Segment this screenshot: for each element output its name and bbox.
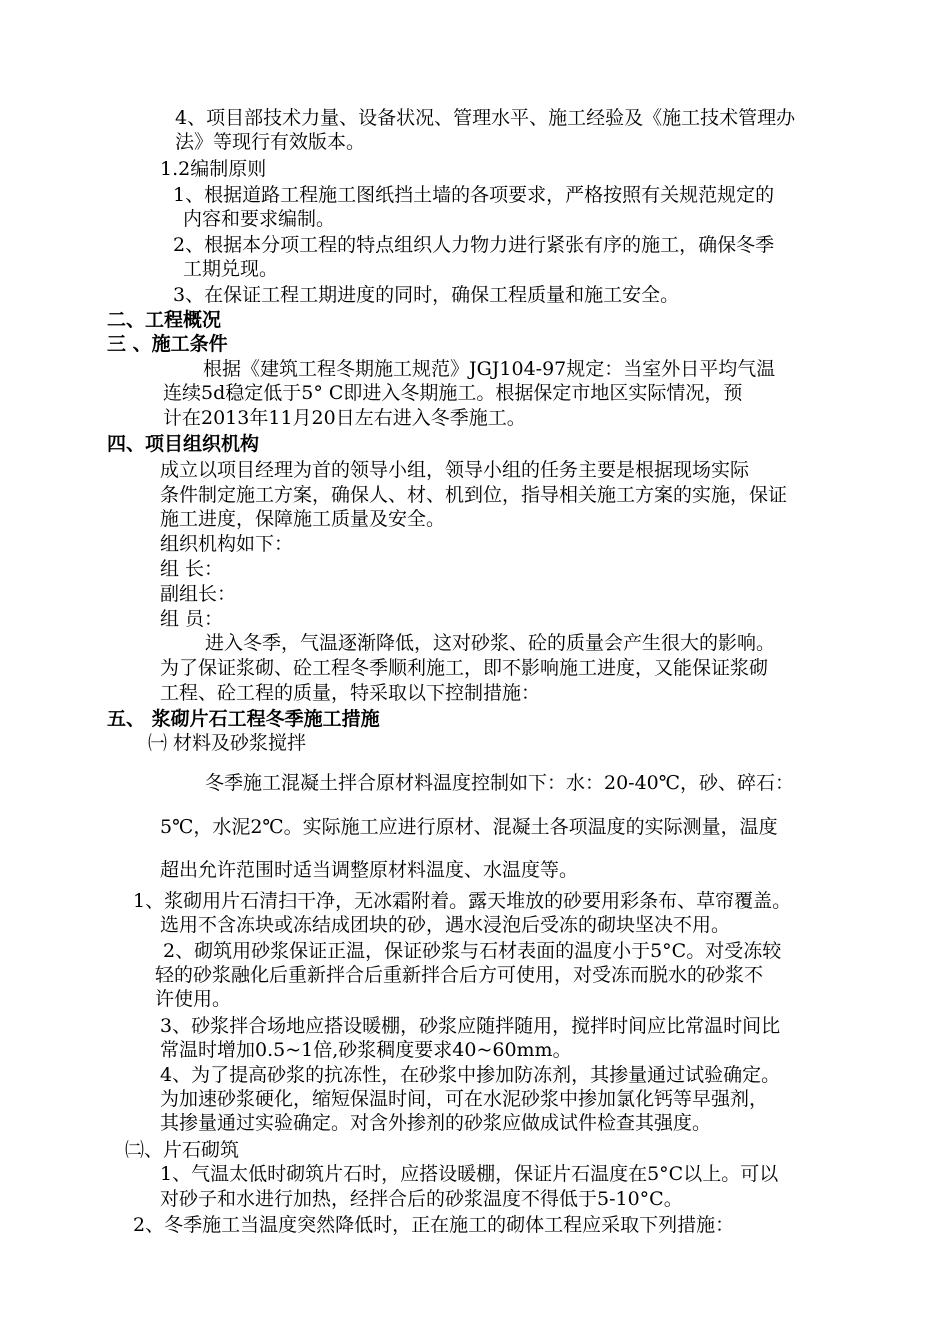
text-line: 3、在保证工程工期进度的同时，确保工程质量和施工安全。: [173, 284, 680, 306]
text-line: 组 长：: [160, 558, 224, 580]
text-line: 根据《建筑工程冬期施工规范》JGJ104-97规定：当室外日平均气温: [203, 358, 776, 380]
text-line: 冬季施工混凝土拌合原材料温度控制如下：水：20-40℃，砂、碎石：: [205, 772, 795, 794]
heading-3: 三 、施工条件: [107, 333, 228, 355]
heading-2: 二、工程概况: [107, 309, 222, 331]
text-line: 施工进度，保障施工质量及安全。: [160, 508, 446, 530]
heading-5: 五、 浆砌片石工程冬季施工措施: [107, 708, 380, 730]
subheading-stone-masonry: ㈡、片石砌筑: [125, 1139, 240, 1161]
text-line: 成立以项目经理为首的领导小组，领导小组的任务主要是根据现场实际: [160, 459, 750, 481]
text-line: 常温时增加0.5~1倍,砂浆稠度要求40~60mm。: [160, 1039, 572, 1061]
text-line: 工程、砼工程的质量，特采取以下控制措施：: [160, 682, 541, 704]
text-line: 2、砌筑用砂浆保证正温，保证砂浆与石材表面的温度小于5°C。对受冻较: [163, 940, 782, 962]
text-line: 4、项目部技术力量、设备状况、管理水平、施工经验及《施工技术管理办: [175, 107, 796, 129]
text-line: 条件制定施工方案，确保人、材、机到位，指导相关施工方案的实施，保证: [160, 484, 788, 506]
text-line: 3、砂浆拌合场地应搭设暖棚，砂浆应随拌随用，搅拌时间应比常温时间比: [160, 1015, 781, 1037]
section-heading-1-2: 1.2编制原则: [160, 158, 267, 180]
text-line: 法》等现行有效版本。: [175, 131, 366, 153]
text-line: 1、根据道路工程施工图纸挡土墙的各项要求，严格按照有关规范规定的: [173, 184, 775, 206]
text-line: 1、浆砌用片石清扫干净，无冰霜附着。露天堆放的砂要用彩条布、草帘覆盖。: [133, 890, 792, 912]
text-line: 轻的砂浆融化后重新拌合后重新拌合后方可使用，对受冻而脱水的砂浆不: [155, 964, 764, 986]
text-line: 5℃，水泥2℃。实际施工应进行原材、混凝土各项温度的实际测量，温度: [160, 816, 778, 838]
heading-4: 四、项目组织机构: [107, 433, 260, 455]
text-line: 副组长：: [160, 583, 237, 605]
text-line: 为加速砂浆硬化，缩短保温时间，可在水泥砂浆中掺加氯化钙等早强剂，: [160, 1088, 769, 1110]
subheading-materials: ㈠ 材料及砂浆搅拌: [148, 732, 307, 754]
text-line: 超出允许范围时适当调整原材料温度、水温度等。: [160, 859, 579, 881]
text-line: 计在2013年11月20日左右进入冬季施工。: [163, 407, 526, 429]
text-line: 许使用。: [155, 988, 232, 1010]
text-line: 组织机构如下：: [160, 533, 294, 555]
text-line: 为了保证浆砌、砼工程冬季顺利施工，即不影响施工进度，又能保证浆砌: [160, 657, 769, 679]
text-line: 2、根据本分项工程的特点组织人力物力进行紧张有序的施工，确保冬季: [173, 234, 775, 256]
text-line: 对砂子和水进行加热，经拌合后的砂浆温度不得低于5-10°C。: [160, 1188, 683, 1210]
text-line: 工期兑现。: [183, 258, 279, 280]
text-line: 组 员：: [160, 608, 224, 630]
text-line: 选用不含冻块或冻结成团块的砂，遇水浸泡后受冻的砌块坚决不用。: [160, 914, 731, 936]
text-line: 连续5d稳定低于5° C即进入冬期施工。根据保定市地区实际情况，预: [163, 382, 743, 404]
text-line: 4、为了提高砂浆的抗冻性，在砂浆中掺加防冻剂，其掺量通过试验确定。: [160, 1064, 781, 1086]
text-line: 内容和要求编制。: [183, 208, 336, 230]
text-line: 2、冬季施工当温度突然降低时，正在施工的砌体工程应采取下列措施：: [133, 1214, 735, 1236]
text-line: 1、气温太低时砌筑片石时，应搭设暖棚，保证片石温度在5°C以上。可以: [160, 1163, 779, 1185]
text-line: 其掺量通过实验确定。对含外掺剂的砂浆应做成试件检查其强度。: [160, 1112, 712, 1134]
text-line: 进入冬季，气温逐渐降低，这对砂浆、砼的质量会产生很大的影响。: [205, 632, 776, 654]
